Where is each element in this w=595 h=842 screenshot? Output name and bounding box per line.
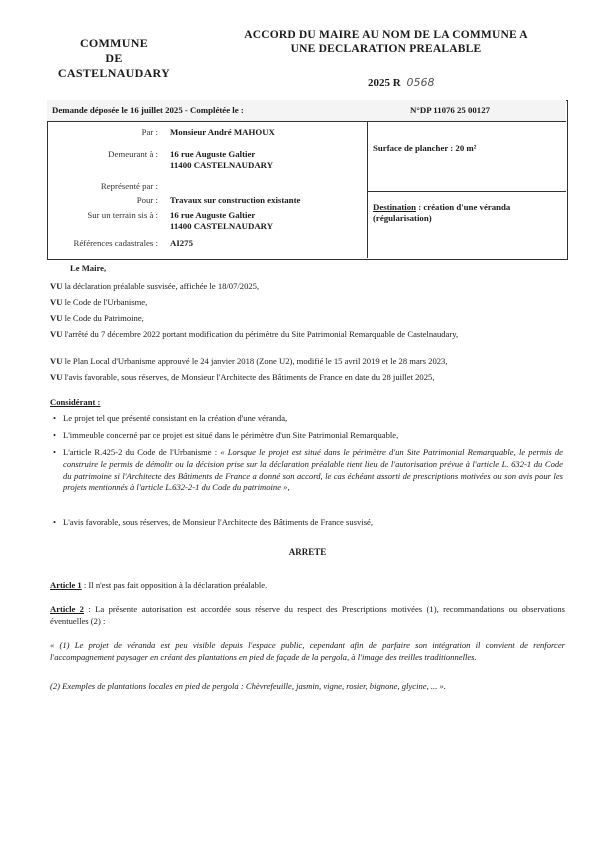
- vu-keyword: VU: [50, 329, 63, 339]
- destination-value: : création d'une véranda (régularisation): [373, 202, 511, 223]
- considerant-heading: Considérant :: [50, 397, 101, 407]
- article-1-text: : Il n'est pas fait opposition à la déclaration préalable.: [81, 580, 268, 590]
- prescription-quote-text: « (1) Le projet de véranda est peu visible depuis l'espace public, cependant afin de parfaire son intégration il convient de renforcer l'accompagnement paysager en créant des plantations en pied de façade de la pergola, à l'image des treilles traditionnelles.: [50, 640, 565, 662]
- considerant-text: L'avis favorable, sous réserves, de Monsieur l'Architecte des Bâtiments de France susvisé,: [63, 517, 373, 527]
- cadastre-value: AI275: [170, 238, 193, 248]
- recommendation-quote: [50, 681, 565, 693]
- demeurant-line-2: 11400 CASTELNAUDARY: [170, 160, 274, 170]
- vu-keyword: VU: [50, 356, 63, 366]
- le-maire: Le Maire,: [70, 263, 107, 273]
- surface-plancher: Surface de plancher : 20 m²: [373, 143, 477, 153]
- document-title: [206, 28, 566, 56]
- box-right-divider: [367, 191, 566, 192]
- destination-label: Destination: [373, 202, 417, 212]
- commune-heading: [52, 36, 176, 81]
- vu-text: la déclaration préalable susvisée, affichée le 18/07/2025,: [62, 281, 260, 291]
- cadastre-label: Références cadastrales :: [73, 238, 158, 248]
- vu-text: le Code du Patrimoine,: [62, 313, 144, 323]
- terrain-line-1: 16 rue Auguste Galtier: [170, 210, 256, 220]
- pour-label: Pour :: [136, 195, 158, 205]
- considerant-title: [50, 397, 565, 409]
- reference-number: [368, 76, 434, 89]
- vu-line: [50, 372, 565, 384]
- pour-value: Travaux sur construction existante: [170, 195, 301, 205]
- arrete-heading: ARRETE: [288, 547, 327, 557]
- considerant-item: • L'immeuble concerné par ce projet est situé dans le périmètre d'un Site Patrimonial Remarquable,: [53, 430, 399, 440]
- vu-line: [50, 356, 565, 368]
- vu-line: [50, 329, 565, 341]
- destination: [373, 202, 561, 224]
- title-line-1: ACCORD DU MAIRE AU NOM DE LA COMMUNE A: [244, 29, 528, 41]
- considerant-item: • Le projet tel que présenté consistant en la création d'une véranda,: [53, 413, 288, 423]
- article-2: [50, 604, 565, 628]
- vu-keyword: VU: [50, 297, 63, 307]
- demeurant-label: Demeurant à :: [108, 149, 158, 159]
- recommendation-quote-text: (2) Exemples de plantations locales en pied de pergola : Chèvrefeuille, jasmin, vigne, rosier, bignone, glycine, ... ».: [50, 681, 446, 691]
- title-line-2: UNE DECLARATION PREALABLE: [290, 43, 482, 55]
- vu-keyword: VU: [50, 372, 63, 382]
- commune-line-3: CASTELNAUDARY: [57, 66, 171, 80]
- vu-line: [50, 281, 565, 293]
- vu-text: l'avis favorable, sous réserves, de Monsieur l'Architecte des Bâtiments de France en date du 28 juillet 2025,: [62, 372, 435, 382]
- considerant-item: • L'avis favorable, sous réserves, de Monsieur l'Architecte des Bâtiments de France susvisé,: [53, 517, 373, 527]
- vu-keyword: VU: [50, 313, 63, 323]
- request-date: Demande déposée le 16 juillet 2025 - Complétée le :: [52, 105, 244, 115]
- request-info-box: [47, 100, 568, 260]
- prescription-quote: [50, 640, 565, 664]
- considerant-article-intro: L'article R.425-2 du Code de l'Urbanisme :: [63, 447, 221, 457]
- vu-keyword: VU: [50, 281, 63, 291]
- demeurant-line-1: 16 rue Auguste Galtier: [170, 149, 256, 159]
- considerant-article-quote: « Lorsque le projet est situé dans le périmètre d'un Site Patrimonial Remarquable, le permis de construire le permis de démolir ou la décision prise sur la déclaration préalable tient lieu de l'autorisation prévue à l'article L. 632-1 du Code du patrimoine si l'Architecte des Bâtiments de France a donné son accord, le cas échéant assorti de prescriptions motivées ou son avis pour les projets mentionnés à l'article L.632-2-1 du Code du patrimoine »,: [63, 447, 563, 493]
- considerant-item: • L'article R.425-2 du Code de l'Urbanisme : « Lorsque le projet est situé dans le périmètre d'un Site Patrimonial Remarquable, le permis de construire le permis de démolir ou la décision prise sur la déclaration préalable tient lieu de l'autorisation prévue à l'article L. 632-1 du Code du patrimoine si l'Architecte des Bâtiments de France a donné son accord, le cas échéant assorti de prescriptions motivées ou son avis pour les projets mentionnés à l'article L.632-2-1 du Code du patrimoine »,: [53, 447, 563, 493]
- represente-label: Représenté par :: [100, 181, 158, 191]
- vu-text: le Plan Local d'Urbanisme approuvé le 24 janvier 2018 (Zone U2), modifié le 15 avril 2019 et le 28 mars 2023,: [62, 356, 448, 366]
- terrain-line-2: 11400 CASTELNAUDARY: [170, 221, 274, 231]
- vu-text: l'arrêté du 7 décembre 2022 portant modification du périmètre du Site Patrimonial Remarquable de Castelnaudary,: [62, 329, 459, 339]
- box-vertical-divider: [367, 122, 368, 258]
- terrain-label: Sur un terrain sis à :: [87, 210, 158, 220]
- article-2-text: : La présente autorisation est accordée sous réserve du respect des Prescriptions motivées (1), recommandations ou observations éventuelles (2) :: [50, 604, 566, 626]
- par-label: Par :: [141, 127, 158, 137]
- vu-line: [50, 297, 565, 309]
- article-1-label: Article 1: [50, 580, 82, 590]
- commune-line-2: DE: [105, 51, 123, 65]
- considerant-text: L'immeuble concerné par ce projet est situé dans le périmètre d'un Site Patrimonial Remarquable,: [63, 430, 399, 440]
- par-value: Monsieur André MAHOUX: [170, 127, 275, 137]
- article-2-label: Article 2: [50, 604, 84, 614]
- vu-line: [50, 313, 565, 325]
- request-number: N°DP 11076 25 00127: [410, 105, 491, 115]
- reference-printed: 2025 R: [368, 77, 401, 89]
- vu-text: le Code de l'Urbanisme,: [62, 297, 148, 307]
- commune-line-1: COMMUNE: [79, 36, 149, 50]
- considerant-text: Le projet tel que présenté consistant en la création d'une véranda,: [63, 413, 288, 423]
- article-1: [50, 580, 565, 592]
- reference-handwritten: 0568: [406, 76, 435, 89]
